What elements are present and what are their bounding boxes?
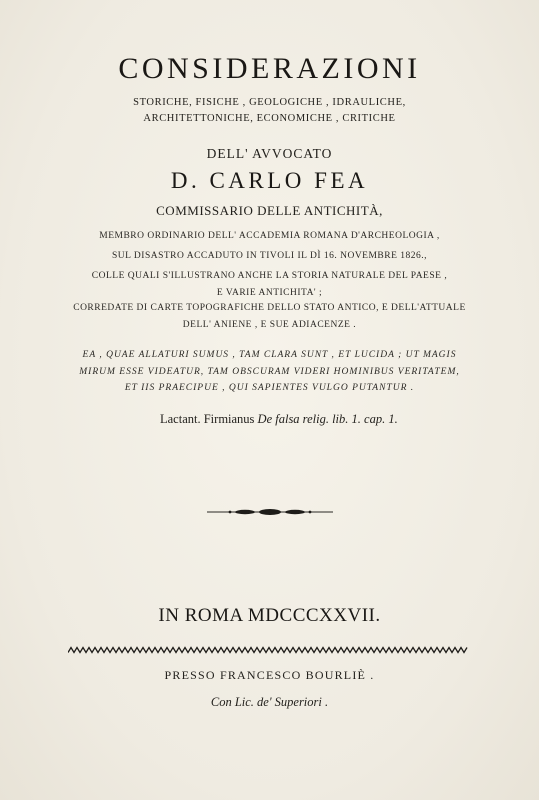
description-line: DELL' ANIENE , E SUE ADIACENZE .: [182, 320, 357, 330]
book-title: CONSIDERAZIONI: [118, 52, 421, 85]
wavy-rule: [68, 646, 468, 654]
citation-work: De falsa relig. lib. 1. cap. 1.: [257, 412, 398, 426]
subtitle-line-2: ARCHITETTONICHE, ECONOMICHE , CRITICHE: [143, 113, 396, 124]
author-title: COMMISSARIO DELLE ANTICHITÀ,: [156, 203, 383, 218]
ornament-divider: [205, 507, 335, 517]
epigraph-citation: [160, 412, 398, 427]
author-prefix: DELL' AVVOCATO: [206, 146, 333, 161]
epigraph-line: ET IIS PRAECIPUE , QUI SAPIENTES VULGO PUTANTUR .: [124, 383, 415, 393]
epigraph-line: MIRUM ESSE VIDEATUR, TAM OBSCURAM VIDERI HOMINIBUS VERITATEM,: [79, 367, 460, 377]
subtitle-line-1: STORICHE, FISICHE , GEOLOGICHE , IDRAULICHE,: [133, 97, 406, 108]
description-line: E VARIE ANTICHITA' ;: [216, 288, 323, 298]
description-line: SUL DISASTRO ACCADUTO IN TIVOLI IL DÌ 16. NOVEMBRE 1826.,: [111, 251, 428, 261]
author-name: D. CARLO FEA: [170, 168, 369, 193]
description-line: CORREDATE DI CARTE TOPOGRAFICHE DELLO STATO ANTICO, E DELL'ATTUALE: [73, 303, 466, 313]
imprint-line: IN ROMA MDCCCXXVII.: [158, 605, 381, 626]
description-line: MEMBRO ORDINARIO DELL' ACCADEMIA ROMANA D'ARCHEOLOGIA ,: [99, 231, 440, 241]
license-line: Con Lic. de' Superiori .: [210, 695, 329, 709]
epigraph-line: EA , QUAE ALLATURI SUMUS , TAM CLARA SUNT , ET LUCIDA ; UT MAGIS: [82, 350, 457, 360]
citation-author: Lactant. Firmianus: [160, 412, 255, 426]
printer-line: PRESSO FRANCESCO BOURLIÈ .: [164, 668, 375, 682]
description-line: COLLE QUALI S'ILLUSTRANO ANCHE LA STORIA NATURALE DEL PAESE ,: [91, 271, 448, 281]
